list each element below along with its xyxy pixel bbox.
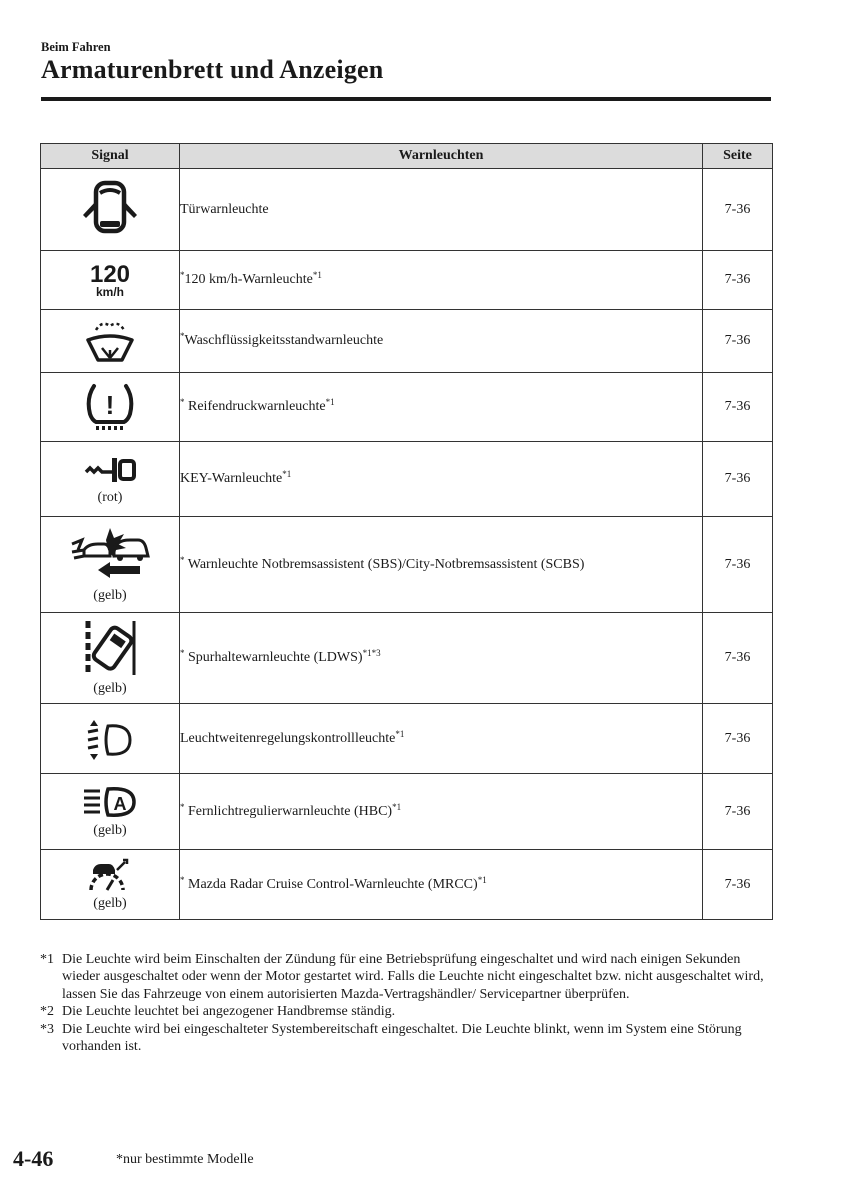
footnote: *3 Die Leuchte wird bei eingeschalteter Systembereitschaft eingeschaltet. Die Leuchte blinkt, wenn im System eine Störung vorhanden ist. (40, 1021, 742, 1055)
svg-text:120: 120 (89, 261, 131, 288)
section-label: Beim Fahren (41, 40, 111, 54)
col-warn-header: Warnleuchten (180, 144, 703, 169)
page-ref: 7-36 (703, 517, 773, 613)
brake-assist-icon (68, 526, 152, 584)
table-row (41, 442, 773, 517)
desc-cell: Leuchtweitenregelungskontrollleuchte$^{*1}$ (180, 704, 703, 774)
page-ref: 7-36 (703, 613, 773, 704)
page-ref: 7-36 (703, 373, 773, 442)
headlight-leveling-icon (80, 716, 140, 762)
desc-cell: * Mazda Radar Cruise Control-Warnleuchte (MRCC)$^{*1}$ (180, 850, 703, 920)
signal-cell: (rot) (41, 442, 180, 517)
signal-cell: (gelb) (41, 517, 180, 613)
table-row (41, 251, 773, 310)
footnotes (40, 951, 770, 1055)
page-number: 4-46 (13, 1146, 54, 1171)
desc-cell: * Warnleuchte Notbremsassistent (SBS)/City-Notbremsassistent (SCBS) (180, 517, 703, 613)
signal-cell (41, 704, 180, 774)
table-row (41, 169, 773, 251)
page-ref: 7-36 (703, 442, 773, 517)
desc-cell: Türwarnleuchte (180, 169, 703, 251)
radar-cruise-icon (85, 858, 135, 892)
signal-cell (41, 251, 180, 310)
col-page-header: Seite (703, 144, 773, 169)
desc-cell: * Fernlichtregulierwarnleuchte (HBC)$^{*1}$ (180, 774, 703, 850)
svg-text:km/h: km/h (95, 285, 125, 299)
footnote: *1 Die Leuchte wird beim Einschalten der Zündung für eine Betriebsprüfung eingeschaltet und wird nach einigen Sekunden wieder ausgeschaltet oder wenn der Motor gestartet wird. Falls die Leuchte nicht eingeschaltet bzw. nicht ausgeschaltet wird, lassen Sie das Fahrzeuge von einem autorisierten Mazda-Vertragshändler/ Servicepartner überprüfen. (40, 952, 764, 1002)
table-row (41, 850, 773, 920)
tire-pressure-icon (80, 380, 140, 434)
desc-cell: *Waschflüssigkeitsstandwarnleuchte (180, 310, 703, 373)
high-beam-control-icon (78, 785, 142, 819)
col-signal-header: Signal (41, 144, 180, 169)
table-row (41, 774, 773, 850)
page-ref: 7-36 (703, 704, 773, 774)
footnote: *2 Die Leuchte leuchtet bei angezogener Handbremse ständig. (40, 1004, 396, 1020)
signal-cell (41, 310, 180, 373)
page-ref: 7-36 (703, 169, 773, 251)
warning-lights-table (40, 143, 773, 920)
desc-cell: * Reifendruckwarnleuchte$^{*1}$ (180, 373, 703, 442)
page-ref: 7-36 (703, 850, 773, 920)
signal-cell: (gelb) (41, 613, 180, 704)
signal-cell: (gelb) (41, 850, 180, 920)
table-row (41, 310, 773, 373)
washer-fluid-icon (80, 316, 140, 366)
model-note: *nur bestimmte Modelle (116, 1152, 254, 1167)
table-row (41, 373, 773, 442)
page-ref: 7-36 (703, 774, 773, 850)
lane-departure-icon (78, 619, 142, 677)
title-rule (41, 97, 771, 101)
door-open-warning-icon (75, 175, 145, 245)
page-ref: 7-36 (703, 310, 773, 373)
page-ref: 7-36 (703, 251, 773, 310)
signal-cell (41, 169, 180, 251)
signal-cell (41, 373, 180, 442)
table-row (41, 613, 773, 704)
svg-text:!: ! (105, 390, 115, 420)
desc-cell: * Spurhaltewarnleuchte (LDWS)$^{*1*3}$ (180, 613, 703, 704)
desc-cell: *120 km/h-Warnleuchte$^{*1}$ (180, 251, 703, 310)
svg-text:A: A (113, 793, 127, 814)
desc-cell: KEY-Warnleuchte$^{*1}$ (180, 442, 703, 517)
speed-120-warning-icon (80, 258, 140, 302)
key-warning-icon (80, 452, 140, 486)
table-row (41, 704, 773, 774)
table-row (41, 517, 773, 613)
page-title: Armaturenbrett und Anzeigen (41, 55, 384, 84)
table-header-row (41, 144, 773, 169)
signal-cell: A (gelb) (41, 774, 180, 850)
